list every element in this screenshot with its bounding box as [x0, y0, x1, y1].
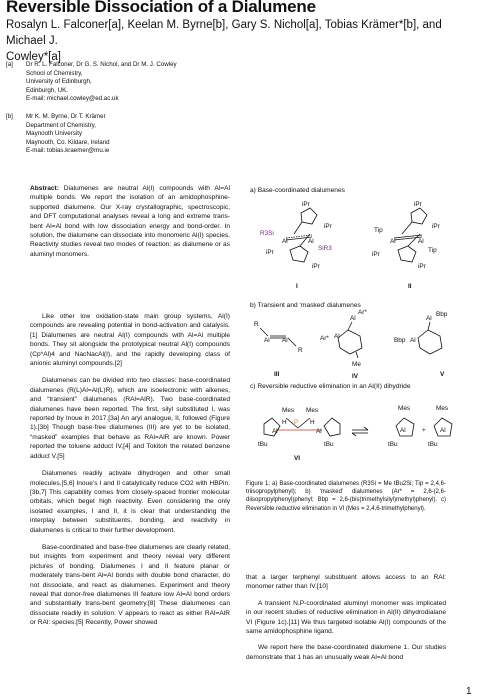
plus-sign: + — [422, 427, 426, 434]
body-left-column — [30, 312, 230, 636]
al-label: Al — [350, 315, 356, 322]
tip-label: Tip — [428, 247, 437, 254]
ipr-label: iPr — [432, 223, 440, 230]
affiliation-email: E-mail: michael.cowley@ed.ac.uk — [26, 95, 119, 103]
al-label: Al — [334, 333, 340, 340]
panel-b-label: b) Transient and ‘masked’ dialumenes — [250, 302, 361, 309]
figure-caption: Figure 1: a) Base-coordinated dialumenes (R3Si = Me tBu2Si; Tip = 2,4,6-triisopropylphenyl); b) ‘masked’ dialumenes (Ar* = 2,6-(2,6-diisopropylphenyl)phenyl; Bbp = 2,6-(bis(trimethylsilyl)methyl)phenyl). c) Reversible reductive elimination in VI (Mes = 2,4,6-trimethylphenyl). — [246, 481, 446, 512]
author-list — [6, 17, 466, 65]
ipr-label: iPr — [324, 223, 332, 230]
al-label: Al — [308, 238, 314, 245]
affiliation-line: Maynooth University — [26, 130, 83, 138]
authors-line-1: Rosalyn L. Falconer[a], Keelan M. Byrne[b], Gary S. Nichol[a], Tobias Krämer*[b], and Michael J. — [6, 19, 442, 47]
al-label: Al — [426, 315, 432, 322]
tip-label: Tip — [374, 227, 383, 234]
affiliation-line: Edinburgh, UK. — [26, 86, 68, 94]
affiliation-line: Maynooth, Co. Kildare, Ireland — [26, 138, 110, 146]
al-label: Al — [316, 428, 322, 435]
paragraph: Like other low oxidation-state main group systems, Al(I) compounds are revealing potential in bond-activation and catalysis.[1] Dialumenes are neutral Al(I) compounds with Al=Al multiple bonds. They sit alongside the prototypical neutral Al(I) compounds (Cp*Al)4 and NacNacAl(I), and the rapidly developing class of anionic aluminyl compounds.[2] — [30, 313, 230, 368]
tbu-label: tBu — [258, 441, 268, 448]
bbp-label: Bbp — [436, 311, 448, 318]
affiliation-line: Mr K. M. Byrne, Dr T. Krämer — [26, 113, 106, 120]
p-label: P — [294, 419, 299, 426]
r3si-label: R3Si — [260, 230, 274, 237]
panel-c-label: c) Reversible reductive elimination in an Al(II) dihydride — [250, 383, 411, 390]
tbu-label: tBu — [324, 441, 334, 448]
al-label: Al — [440, 427, 446, 434]
compound-label: III — [274, 371, 280, 378]
h-label: H — [310, 419, 315, 426]
paragraph: that a larger terphenyl substituent allows access to an RAl: monomer rather than IV.[10] — [246, 574, 446, 591]
mes-label: Mes — [436, 405, 449, 412]
structure-IV — [320, 309, 367, 380]
al-label: Al — [282, 337, 288, 344]
authors-line-2: Cowley*[a] — [6, 51, 61, 63]
affiliation-line: Department of Chemistry, — [26, 121, 97, 129]
affiliation-email: E-mail: tobias.kraemer@mu.ie — [26, 147, 110, 155]
body-right-column — [246, 573, 446, 669]
h-label: H — [282, 419, 287, 426]
bbp-label: Bbp — [394, 337, 406, 344]
compound-label: II — [408, 283, 412, 290]
affiliation-line: Dr R. L. Falconer, Dr G. S. Nichol, and Dr M. J. Cowley — [26, 61, 177, 68]
ipr-label: iPr — [266, 249, 274, 256]
sir3-label: SiR3 — [318, 245, 332, 252]
al-label: Al — [272, 428, 278, 435]
al-label: Al — [418, 238, 424, 245]
compound-label: IV — [352, 373, 359, 380]
affiliation-b — [6, 113, 246, 161]
paragraph: Base-coordinated and base-free dialumenes are clearly related, but insights from experiment and theory reveal very different pictures of bonding. Dialumenes I and II feature planar or moderately trans-bent Al=Al bonds with double bond character, do not dissociate, and react as dialumenes. Experiment and theory reveal that donor-free dialumenes III feature low Al=Al bond orders and substantially trans-bent geometry.[8] These dialumenes can dissociate readily in solution: V appears to react as either RAl=AlR or RAl: species.[5] Recently, Power showed — [30, 543, 230, 627]
affiliation-line: School of Chemistry, — [26, 69, 83, 77]
ipr-label: iPr — [414, 201, 422, 208]
compound-label: I — [296, 283, 298, 290]
compound-label: V — [440, 371, 445, 378]
affiliation-line: University of Edinburgh, — [26, 78, 92, 86]
mes-label: Mes — [398, 405, 411, 412]
mes-label: Mes — [282, 407, 295, 414]
panel-a-label: a) Base-coordinated dialumenes — [250, 187, 345, 194]
ipr-label: iPr — [372, 251, 380, 258]
abstract-text: Dialumenes are neutral Al(I) compounds with Al=Al multiple bonds. We report the isolation of an amidophosphine-supported dialumene. Our X-ray crystallographic, spectroscopic, and DFT computational analyses reveal a long and extreme trans-bent Al=Al bond with low dissociation energy and bond-order. In solution, the dialumene can dissociate into monomeric Al(I) species. Reactivity studies reveal two modes of reaction: as dialumene or as aluminyl monomers. — [30, 185, 230, 258]
affiliation-a — [6, 61, 246, 109]
ipr-label: iPr — [302, 201, 310, 208]
paragraph: A transient N,P-coordinated aluminyl monomer was implicated in our recent studies of reductive elimination in Al(II) dihydrodialane VI (Figure 1c).[11] We thus targeted isolable Al(I) compounds of the same amidophosphine ligand. — [246, 599, 446, 636]
ar-star-label: Ar* — [320, 335, 329, 342]
paragraph: Dialumenes can be divided into two classes: base-coordinated dialumenes (R(L)Al=Al(L)R), which are isoelectronic with alkenes, and “transient” dialumenes (RAl=AlR). Two base-coordinated dialumenes have been reported. The first, silyl substituted I, was reported by Inoue in 2017.[3a] An aryl analogue, II, followed (Figure 1).[3b] Though base-free dialumenes (III) are yet to be isolated, “masked” examples that behave as RAl=AlR are known. Power reported the toluene adduct IV,[4] and Tokitoh the related benzene adduct V.[5] — [30, 377, 230, 460]
structure-V — [394, 311, 448, 378]
ar-star-label: Ar* — [358, 309, 367, 316]
tbu-label: tBu — [428, 441, 438, 448]
paragraph: Dialumenes readily activate dihydrogen and other small molecules.[5,6] Inoue’s I and II catalytically reduce CO2 with HBPin.[3b,7] This capability comes from closely-spaced frontier molecular orbitals, which beget high reactivity. Even considering the only isolated examples, I and II, it is clear that understanding the interplay between substituents, bonding, and reactivity in dialumenes is critical to their further development. — [30, 470, 230, 534]
ipr-label: iPr — [418, 263, 426, 270]
compound-label: VI — [294, 455, 301, 462]
page-number: 1 — [466, 686, 472, 697]
affiliation-label: [b] — [6, 113, 13, 120]
figure-1-scheme — [246, 180, 468, 472]
al-label: Al — [282, 238, 288, 245]
ipr-label: iPr — [312, 263, 320, 270]
mes-label: Mes — [306, 407, 319, 414]
structure-III — [254, 321, 303, 378]
al-label: Al — [410, 337, 416, 344]
affiliation-label: [a] — [6, 61, 13, 68]
abstract-label: Abstract: — [30, 185, 59, 192]
paragraph: We report here the base-coordinated dialumene 1. Our studies demonstrate that 1 has an unusually weak Al=Al bond — [246, 644, 446, 661]
al-label: Al — [390, 238, 396, 245]
paper-title: Reversible Dissociation of a Dialumene — [6, 0, 316, 16]
structure-II — [372, 201, 441, 290]
me-label: Me — [352, 361, 361, 368]
abstract — [30, 184, 230, 259]
structure-I — [260, 201, 333, 290]
structure-VI — [258, 405, 452, 462]
r-label: R — [254, 321, 259, 328]
al-label: Al — [400, 427, 406, 434]
r-label: R — [298, 347, 303, 354]
al-label: Al — [264, 337, 270, 344]
tbu-label: tBu — [388, 441, 398, 448]
